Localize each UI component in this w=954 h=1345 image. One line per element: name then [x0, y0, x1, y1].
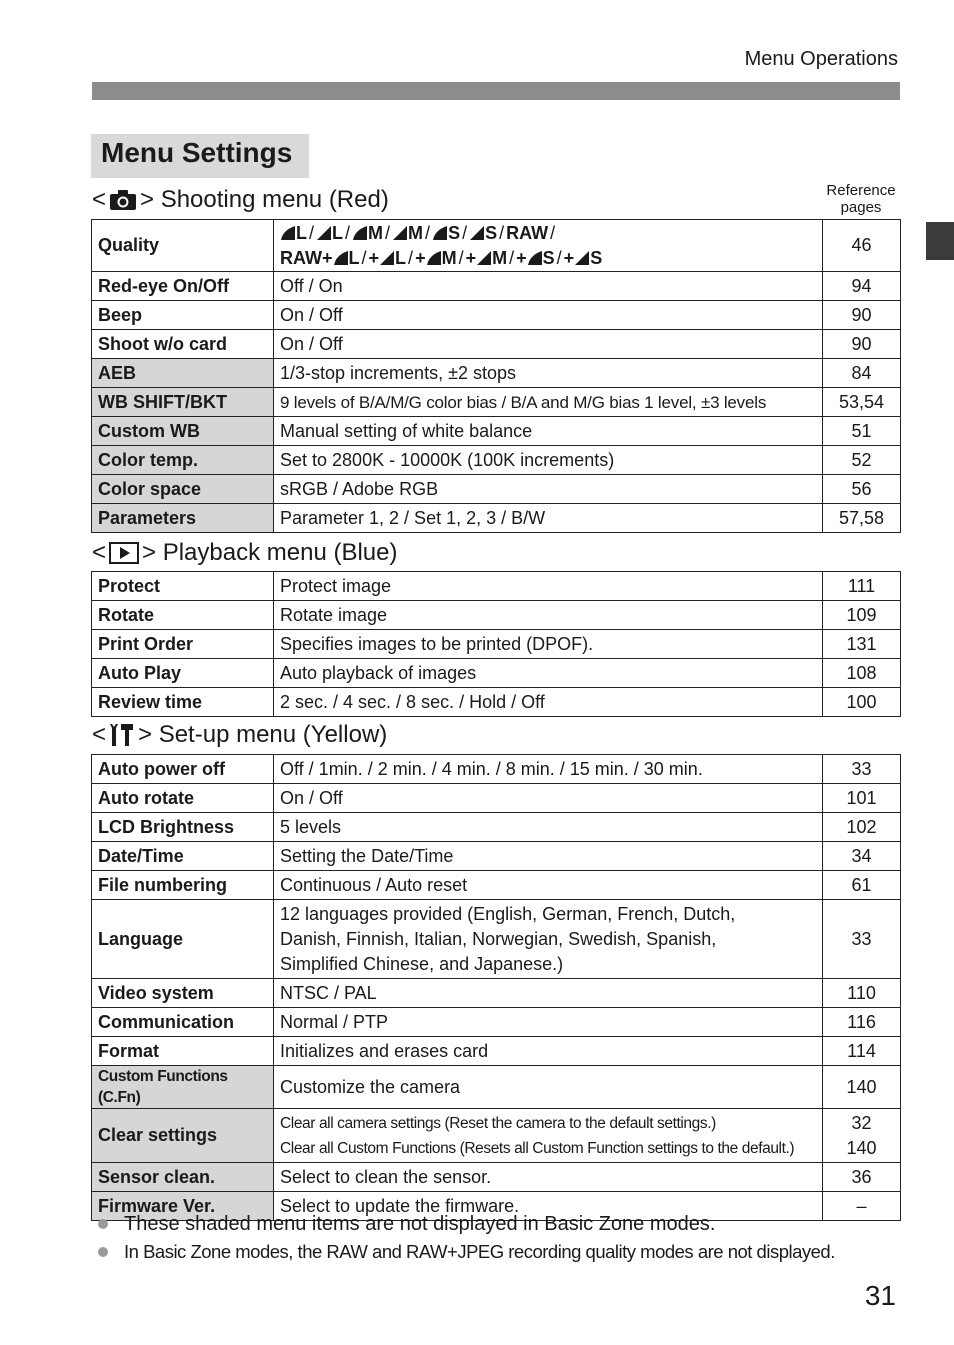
table-row	[92, 301, 901, 330]
reference-page-line: 140	[846, 1137, 877, 1158]
reference-page: 46	[823, 220, 901, 272]
quality-size-label: L	[332, 222, 344, 243]
playback-icon	[109, 542, 139, 564]
quality-separator: /	[458, 247, 464, 268]
menu-item-description: Parameter 1, 2 / Set 1, 2, 3 / B/W	[274, 504, 823, 533]
menu-item-name: Review time	[92, 688, 274, 717]
shooting-menu-heading: < > Shooting menu (Red)	[92, 186, 389, 213]
table-row	[92, 630, 901, 659]
quality-text: +	[415, 247, 426, 268]
table-row	[92, 272, 901, 301]
menu-item-description: Set to 2800K - 10000K (100K increments)	[274, 446, 823, 475]
quality-size-label: S	[448, 222, 461, 243]
quality-option	[476, 248, 507, 269]
reference-page: 94	[823, 272, 901, 301]
reference-page: 36	[823, 1163, 901, 1192]
reference-page: 110	[823, 979, 901, 1008]
description-line: Clear all Custom Functions (Resets all Custom Function settings to the default.)	[280, 1139, 795, 1157]
quality-option	[574, 248, 602, 269]
quality-options-line	[280, 221, 816, 246]
bullet-icon	[98, 1247, 108, 1257]
menu-item-name: Red-eye On/Off	[92, 272, 274, 301]
menu-item-name: LCD Brightness	[92, 813, 274, 842]
table-row	[92, 572, 901, 601]
menu-item-description: Continuous / Auto reset	[274, 871, 823, 900]
table-row	[92, 1037, 901, 1066]
table-row	[92, 842, 901, 871]
reference-page: 56	[823, 475, 901, 504]
menu-item-name: Protect	[92, 572, 274, 601]
table-row	[92, 504, 901, 533]
quality-separator: /	[408, 247, 414, 268]
menu-item-name: Beep	[92, 301, 274, 330]
quality-size-label: S	[590, 247, 603, 268]
quality-option	[392, 223, 423, 244]
quality-size-label: L	[395, 247, 407, 268]
quality-size-label: L	[296, 222, 307, 243]
reference-page: 34	[823, 842, 901, 871]
quality-fine-icon	[352, 225, 368, 241]
menu-item-description: 9 levels of B/A/M/G color bias / B/A and M/G bias 1 level, ±3 levels	[274, 388, 823, 417]
quality-separator: /	[550, 222, 556, 243]
quality-option	[352, 223, 383, 244]
quality-option	[426, 248, 457, 269]
menu-item-description	[274, 1109, 823, 1163]
quality-separator: /	[385, 222, 391, 243]
table-row	[92, 979, 901, 1008]
menu-item-description: 5 levels	[274, 813, 823, 842]
quality-text: RAW+	[280, 247, 333, 268]
quality-separator: /	[425, 222, 431, 243]
table-row	[92, 359, 901, 388]
menu-item-description: NTSC / PAL	[274, 979, 823, 1008]
reference-page: 108	[823, 659, 901, 688]
quality-size-label: S	[542, 247, 555, 268]
table-row	[92, 1109, 901, 1163]
menu-item-name: Clear settings	[92, 1109, 274, 1163]
menu-item-name: Custom Functions (C.Fn)	[92, 1066, 274, 1109]
table-row	[92, 417, 901, 446]
quality-option	[432, 223, 460, 244]
menu-item-description: Select to clean the sensor.	[274, 1163, 823, 1192]
setup-menu-table	[91, 754, 901, 1221]
menu-item-name: Format	[92, 1037, 274, 1066]
quality-fine-icon	[426, 250, 442, 266]
header-bar	[92, 82, 900, 100]
quality-normal-icon	[316, 225, 332, 241]
table-row	[92, 220, 901, 272]
quality-text: +	[563, 247, 575, 268]
description-line: Danish, Finnish, Italian, Norwegian, Swedish, Spanish,	[280, 928, 717, 949]
menu-item-name: WB SHIFT/BKT	[92, 388, 274, 417]
menu-item-name: Parameters	[92, 504, 274, 533]
menu-item-description: Normal / PTP	[274, 1008, 823, 1037]
quality-fine-icon	[432, 225, 448, 241]
reference-page: 111	[823, 572, 901, 601]
table-row	[92, 755, 901, 784]
setup-tools-icon	[109, 723, 135, 747]
quality-separator: /	[462, 222, 468, 243]
quality-size-label: M	[441, 247, 457, 268]
menu-item-name: Auto Play	[92, 659, 274, 688]
table-row	[92, 688, 901, 717]
reference-page: 102	[823, 813, 901, 842]
menu-item-name: Color temp.	[92, 446, 274, 475]
quality-separator: /	[309, 222, 315, 243]
reference-page	[823, 1109, 901, 1163]
page-title: Menu Settings	[91, 134, 309, 178]
menu-item-description: Rotate image	[274, 601, 823, 630]
quality-size-label: L	[348, 247, 360, 268]
reference-page: 33	[823, 900, 901, 979]
menu-item-name: AEB	[92, 359, 274, 388]
quality-size-label: S	[485, 222, 498, 243]
quality-normal-icon	[379, 250, 395, 266]
table-row	[92, 475, 901, 504]
quality-option	[469, 223, 497, 244]
menu-item-options	[274, 220, 823, 272]
quality-normal-icon	[469, 225, 485, 241]
notes-list	[96, 1210, 906, 1266]
table-row	[92, 1163, 901, 1192]
menu-item-description: Manual setting of white balance	[274, 417, 823, 446]
menu-item-name: Sensor clean.	[92, 1163, 274, 1192]
shooting-menu-table	[91, 219, 901, 533]
quality-fine-icon	[280, 225, 296, 241]
menu-item-description: Off / 1min. / 2 min. / 4 min. / 8 min. / 15 min. / 30 min.	[274, 755, 823, 784]
menu-item-description: Specifies images to be printed (DPOF).	[274, 630, 823, 659]
quality-separator: /	[361, 247, 367, 268]
reference-page: 131	[823, 630, 901, 659]
note-item: In Basic Zone modes, the RAW and RAW+JPEG recording quality modes are not displayed.	[96, 1238, 906, 1266]
header-section-label: Menu Operations	[744, 48, 898, 70]
playback-menu-table	[91, 571, 901, 717]
quality-option	[280, 223, 307, 244]
menu-item-name: Auto power off	[92, 755, 274, 784]
table-row	[92, 813, 901, 842]
quality-text: +	[516, 247, 527, 268]
table-row	[92, 900, 901, 979]
quality-text: RAW	[506, 222, 549, 243]
menu-item-description: Off / On	[274, 272, 823, 301]
quality-size-label: M	[492, 247, 508, 268]
menu-item-name: Language	[92, 900, 274, 979]
description-line: Simplified Chinese, and Japanese.)	[280, 953, 564, 974]
reference-page: 61	[823, 871, 901, 900]
reference-page: –	[823, 1192, 901, 1221]
menu-item-description: On / Off	[274, 301, 823, 330]
description-line: Clear all camera settings (Reset the camera to the default settings.)	[280, 1114, 716, 1132]
menu-item-name: Rotate	[92, 601, 274, 630]
table-row	[92, 1066, 901, 1109]
reference-page: 114	[823, 1037, 901, 1066]
table-row	[92, 446, 901, 475]
playback-menu-heading: < > Playback menu (Blue)	[92, 539, 398, 566]
menu-item-name: Shoot w/o card	[92, 330, 274, 359]
quality-separator: /	[556, 247, 562, 268]
side-tab-marker	[926, 222, 954, 260]
menu-item-description: On / Off	[274, 784, 823, 813]
reference-page: 109	[823, 601, 901, 630]
quality-fine-icon	[527, 250, 543, 266]
menu-item-name: Custom WB	[92, 417, 274, 446]
table-row	[92, 871, 901, 900]
menu-item-description: Customize the camera	[274, 1066, 823, 1109]
reference-page: 101	[823, 784, 901, 813]
quality-separator: /	[509, 247, 515, 268]
reference-page: 53,54	[823, 388, 901, 417]
menu-item-name: Communication	[92, 1008, 274, 1037]
menu-item-description: Auto playback of images	[274, 659, 823, 688]
table-row	[92, 1008, 901, 1037]
menu-item-description: 2 sec. / 4 sec. / 8 sec. / Hold / Off	[274, 688, 823, 717]
quality-normal-icon	[574, 250, 590, 266]
menu-item-name: Firmware Ver.	[92, 1192, 274, 1221]
menu-item-description: Setting the Date/Time	[274, 842, 823, 871]
camera-icon	[109, 189, 137, 211]
reference-page: 33	[823, 755, 901, 784]
reference-page: 116	[823, 1008, 901, 1037]
reference-pages-label: Reference pages	[826, 182, 896, 216]
reference-page: 51	[823, 417, 901, 446]
quality-fine-icon	[333, 250, 349, 266]
menu-item-description: Initializes and erases card	[274, 1037, 823, 1066]
menu-item-name: Color space	[92, 475, 274, 504]
quality-option	[333, 248, 360, 269]
page-number: 31	[864, 1280, 896, 1311]
quality-option	[527, 248, 555, 269]
reference-page: 90	[823, 301, 901, 330]
quality-normal-icon	[476, 250, 492, 266]
reference-page: 52	[823, 446, 901, 475]
setup-menu-heading: < > Set-up menu (Yellow)	[92, 721, 388, 748]
menu-item-name: Date/Time	[92, 842, 274, 871]
menu-item-name: Video system	[92, 979, 274, 1008]
menu-item-description: Protect image	[274, 572, 823, 601]
table-row	[92, 784, 901, 813]
description-line: 12 languages provided (English, German, French, Dutch,	[280, 903, 736, 924]
quality-normal-icon	[392, 225, 408, 241]
table-row	[92, 601, 901, 630]
note-item: These shaded menu items are not displayed in Basic Zone modes.	[96, 1210, 906, 1238]
menu-item-name: Quality	[92, 220, 274, 272]
quality-size-label: M	[408, 222, 424, 243]
quality-separator: /	[345, 222, 351, 243]
reference-page: 140	[823, 1066, 901, 1109]
reference-page: 90	[823, 330, 901, 359]
reference-page: 57,58	[823, 504, 901, 533]
menu-item-name: Print Order	[92, 630, 274, 659]
menu-item-description: Select to update the firmware.	[274, 1192, 823, 1221]
table-row	[92, 659, 901, 688]
table-row	[92, 330, 901, 359]
menu-item-description: 1/3-stop increments, ±2 stops	[274, 359, 823, 388]
quality-option	[379, 248, 406, 269]
menu-item-description	[274, 900, 823, 979]
quality-text: +	[368, 247, 380, 268]
menu-item-description: sRGB / Adobe RGB	[274, 475, 823, 504]
bullet-icon	[98, 1219, 108, 1229]
table-row	[92, 388, 901, 417]
quality-text: +	[465, 247, 477, 268]
quality-option	[316, 223, 343, 244]
quality-options-line	[280, 246, 816, 271]
reference-page: 100	[823, 688, 901, 717]
quality-size-label: M	[368, 222, 384, 243]
menu-item-name: File numbering	[92, 871, 274, 900]
reference-page-line: 32	[851, 1112, 872, 1133]
menu-item-description: On / Off	[274, 330, 823, 359]
quality-separator: /	[499, 222, 505, 243]
reference-page: 84	[823, 359, 901, 388]
menu-item-name: Auto rotate	[92, 784, 274, 813]
